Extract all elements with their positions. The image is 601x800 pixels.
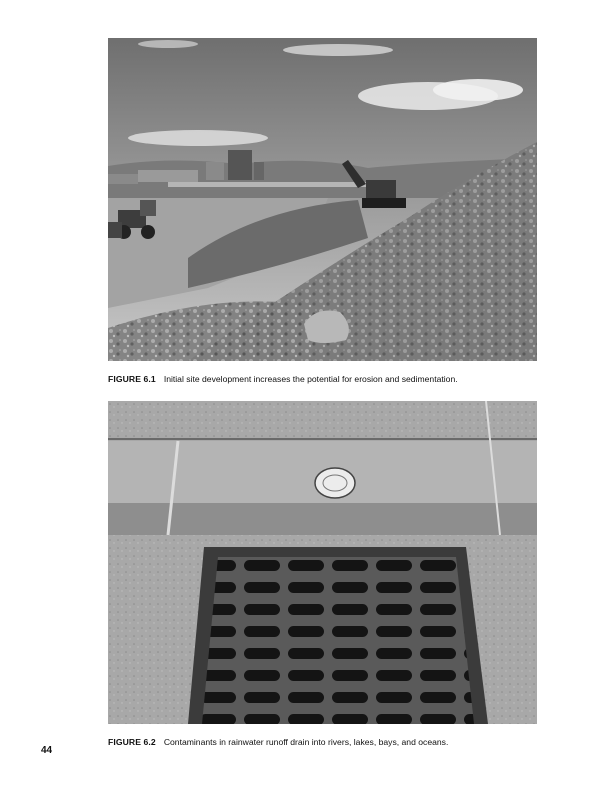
page-number: 44 bbox=[41, 745, 53, 756]
construction-site-illustration bbox=[108, 38, 537, 361]
figure-6-1-photo bbox=[108, 38, 537, 361]
storm-drain-illustration bbox=[108, 401, 537, 724]
figure-6-2-photo bbox=[108, 401, 537, 724]
figure-6-2-caption bbox=[108, 737, 448, 747]
figure-caption-text: Initial site development increases the potential for erosion and sedimentation. bbox=[163, 374, 458, 384]
figure-label: FIGURE 6.2 bbox=[108, 737, 156, 747]
figure-caption-text: Contaminants in rainwater runoff drain into rivers, lakes, bays, and oceans. bbox=[163, 737, 449, 747]
figure-6-1-caption bbox=[108, 374, 458, 384]
figure-label: FIGURE 6.1 bbox=[108, 374, 156, 384]
